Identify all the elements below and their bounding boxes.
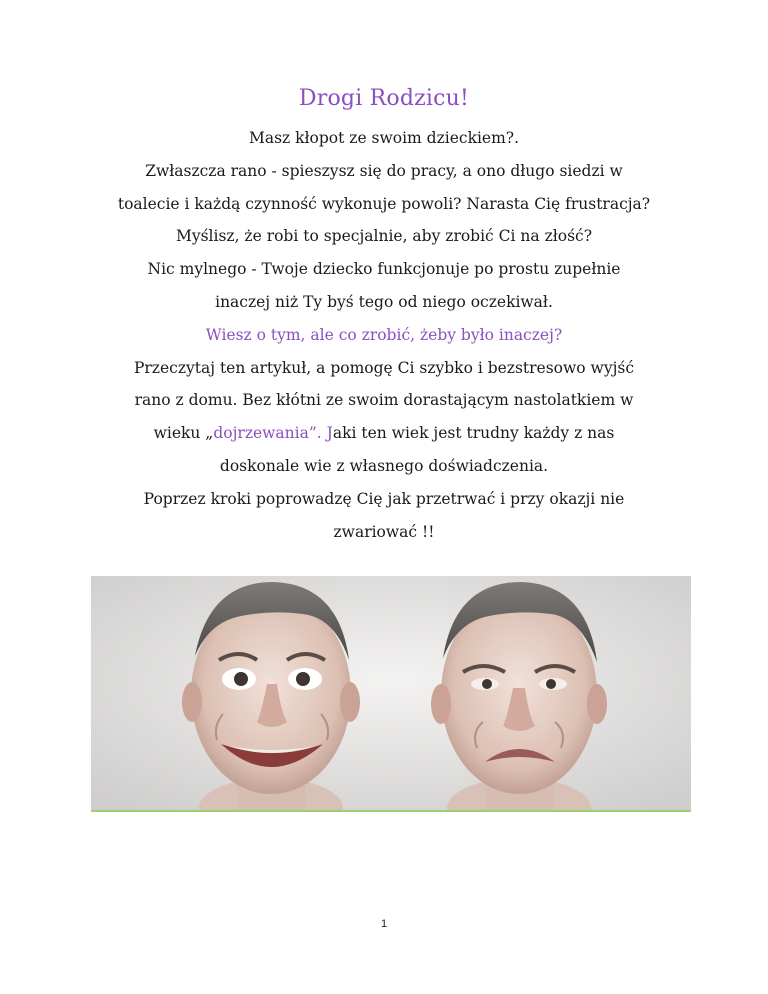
text-fragment: aki ten wiek jest trudny każdy z nas [332,424,615,443]
page-title: Drogi Rodzicu! [298,86,470,111]
text-line: Zwłaszcza rano - spieszysz się do pracy, a ono długo siedzi w [145,161,623,180]
text-line: Nic mylnego - Twoje dziecko funkcjonuje po prostu zupełnie [147,260,621,279]
text-line: toalecie i każdą czynność wykonuje powoli? Narasta Cię frustracja? [117,194,651,213]
text-line: Poprzez kroki poprowadzę Cię jak przetrwać i przy okazji nie [143,489,625,508]
text-fragment: wieku „ [153,424,214,443]
text-line: Przeczytaj ten artykuł, a pomogę Ci szybko i bezstresowo wyjść [133,358,635,377]
text-line-mixed [60,417,708,450]
body-text [60,122,708,548]
text-line: Myślisz, że robi to specjalnie, aby zrobić Ci na złość? [175,227,593,246]
highlight-question: Wiesz o tym, ale co zrobić, żeby było inaczej? [205,325,563,344]
faces-photo [91,576,691,812]
text-line: rano z domu. Bez kłótni ze swoim dorastającym nastolatkiem w [134,391,634,410]
page-number: 1 [380,918,388,930]
text-line: doskonale wie z własnego doświadczenia. [219,456,549,475]
text-line: inaczej niż Ty byś tego od niego oczekiwał. [215,292,553,311]
highlight-quote: ”. J [308,424,333,443]
highlight-word: dojrzewania [213,424,309,443]
text-line: zwariować !! [333,522,435,541]
text-line: Masz kłopot ze swoim dzieckiem?. [248,129,520,147]
